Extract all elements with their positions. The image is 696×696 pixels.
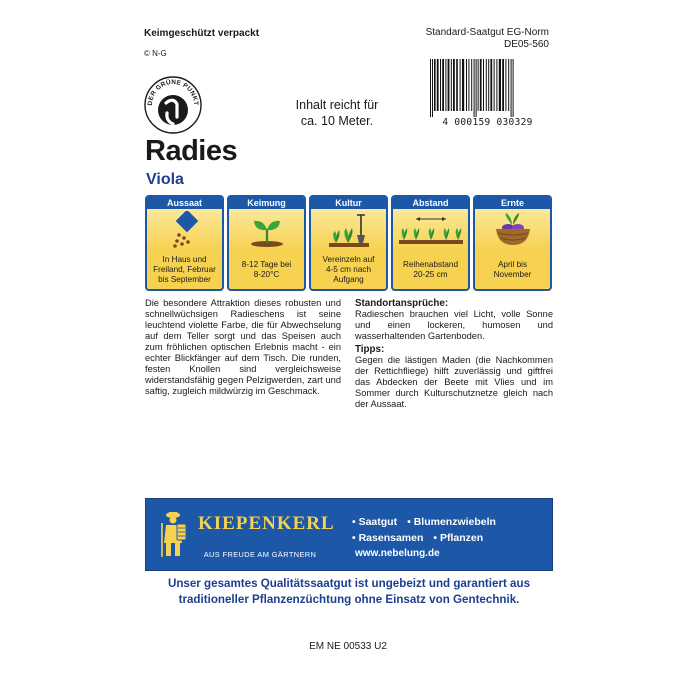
barcode-bar — [460, 59, 461, 111]
seed-packet-icon — [165, 211, 205, 249]
shovel-plant-icon — [327, 211, 371, 249]
quality-note: Unser gesamtes Qualitätssaatgut ist ungebeizt und garantiert aus traditioneller Pflanzenzüchtung ohne Einsatz von Gentechnik. — [167, 577, 531, 606]
barcode-bar — [434, 59, 436, 111]
barcode-bar — [432, 59, 433, 117]
barcode-bar — [462, 59, 464, 111]
barcode-bar — [480, 59, 482, 111]
tips-text: Gegen die lästigen Maden (die Nachkommen der Rettichfliege) hilft zuverlässig und giftfrei das Abdecken der Beete mit Vlies und im Sommer durch Kulturschutznetze gleich nach der Aussaat. — [355, 355, 553, 409]
barcode-bar — [476, 59, 477, 117]
standard-line-2: DE05-560 — [503, 39, 549, 50]
article-code: EM NE 00533 U2 — [309, 641, 387, 652]
variety-description: Die besondere Attraktion dieses robusten und schnellwüchsigen Radieschens ist seine leuchtend violette Farbe, die für Abwechselung auf dem Teller sorgt und das Speisen auch zum fröhlichen optischen Erlebnis macht - ein echter Blickfänger auf dem Tisch. Die runden, festen Knollen sind vergleichsweise widerstandsfähig gegen Pelzigwerden, zart und saftig, zugleich mildwürzig im Geschmack. — [145, 298, 341, 396]
content-reach-line-2: ca. 10 Meter. — [300, 114, 374, 128]
info-card-culture — [309, 195, 388, 291]
info-card-title: Kultur — [311, 197, 386, 209]
standard-line-1: Standard-Saatgut EG-Norm — [425, 27, 549, 38]
barcode-bar — [456, 59, 458, 111]
barcode-bar — [471, 59, 472, 111]
barcode-bar — [505, 59, 506, 111]
harvest-bowl-icon — [492, 211, 534, 249]
barcode-bar — [499, 59, 501, 111]
barcode-bar — [466, 59, 467, 111]
barcode-bar — [513, 59, 514, 117]
green-dot-icon — [144, 76, 202, 134]
barcode-bar — [442, 59, 444, 111]
content-reach — [282, 97, 392, 129]
barcode-bar — [437, 59, 439, 111]
kiepenkerl-figure-icon — [158, 509, 188, 559]
barcode-bar — [496, 59, 497, 111]
barcode-bar — [453, 59, 455, 111]
info-card-text: 8-12 Tage bei 8-20°C — [241, 260, 292, 279]
info-card-harvest — [473, 195, 552, 291]
location-heading: Standortansprüche: — [355, 298, 449, 309]
barcode-bar — [486, 59, 487, 111]
brand-product-list — [352, 514, 496, 546]
standard-label — [426, 27, 549, 51]
info-card-germination — [227, 195, 306, 291]
barcode-bar — [483, 59, 484, 111]
brand-name: KIEPENKERL — [198, 513, 335, 534]
barcode-digits: 4 000159 030329 — [442, 117, 533, 128]
barcode-bar — [445, 59, 446, 111]
product-variety: Viola — [146, 171, 184, 188]
barcode-bar — [448, 59, 450, 111]
row-spacing-icon — [398, 212, 464, 248]
barcode-bar — [451, 59, 452, 111]
info-card-text: April bis November — [493, 260, 532, 279]
brand-item: • Blumenzwiebeln — [407, 516, 496, 528]
barcode-bars — [426, 59, 549, 117]
barcode-bar — [508, 59, 509, 111]
info-card-title: Abstand — [393, 197, 468, 209]
brand-item: • Rasensamen — [352, 532, 424, 544]
brand-website: www.nebelung.de — [355, 548, 440, 559]
product-title: Radies — [145, 135, 238, 167]
info-card-text: Vereinzeln auf 4-5 cm nach Aufgang — [322, 255, 375, 284]
barcode-bar — [488, 59, 489, 111]
brand-tagline: AUS FREUDE AM GÄRTNERN — [203, 550, 317, 559]
barcode-bar — [440, 59, 441, 111]
info-card-title: Aussaat — [147, 197, 222, 209]
green-dot-label: DER GRÜNE PUNKT — [146, 78, 200, 106]
barcode — [426, 59, 549, 129]
info-card-spacing — [391, 195, 470, 291]
growing-notes — [355, 298, 553, 412]
info-card-text: In Haus und Freiland, Februar bis September — [153, 255, 216, 284]
barcode-bar — [494, 59, 495, 111]
sprout-icon — [247, 211, 287, 249]
barcode-bar — [468, 59, 469, 111]
sowing-info-row — [145, 195, 552, 291]
info-card-text: Reihenabstand 20-25 cm — [402, 260, 459, 279]
barcode-bar — [511, 59, 512, 117]
barcode-bar — [478, 59, 479, 111]
brand-banner — [145, 498, 553, 571]
info-card-title: Keimung — [229, 197, 304, 209]
copyright-note: © N-G — [144, 49, 167, 58]
location-text: Radieschen brauchen viel Licht, volle Sonne und einen lockeren, humosen und wasserhaltenden Gartenboden. — [355, 309, 553, 341]
barcode-bar — [474, 59, 475, 117]
info-card-sowing — [145, 195, 224, 291]
brand-item: • Pflanzen — [433, 532, 484, 544]
info-card-title: Ernte — [475, 197, 550, 209]
brand-item: • Saatgut — [352, 516, 398, 528]
tips-heading: Tipps: — [355, 344, 385, 355]
content-reach-line-1: Inhalt reicht für — [295, 98, 379, 112]
packaging-note: Keimgeschützt verpackt — [144, 28, 260, 39]
barcode-bar — [502, 59, 504, 111]
barcode-bar — [490, 59, 492, 111]
barcode-bar — [430, 59, 431, 117]
